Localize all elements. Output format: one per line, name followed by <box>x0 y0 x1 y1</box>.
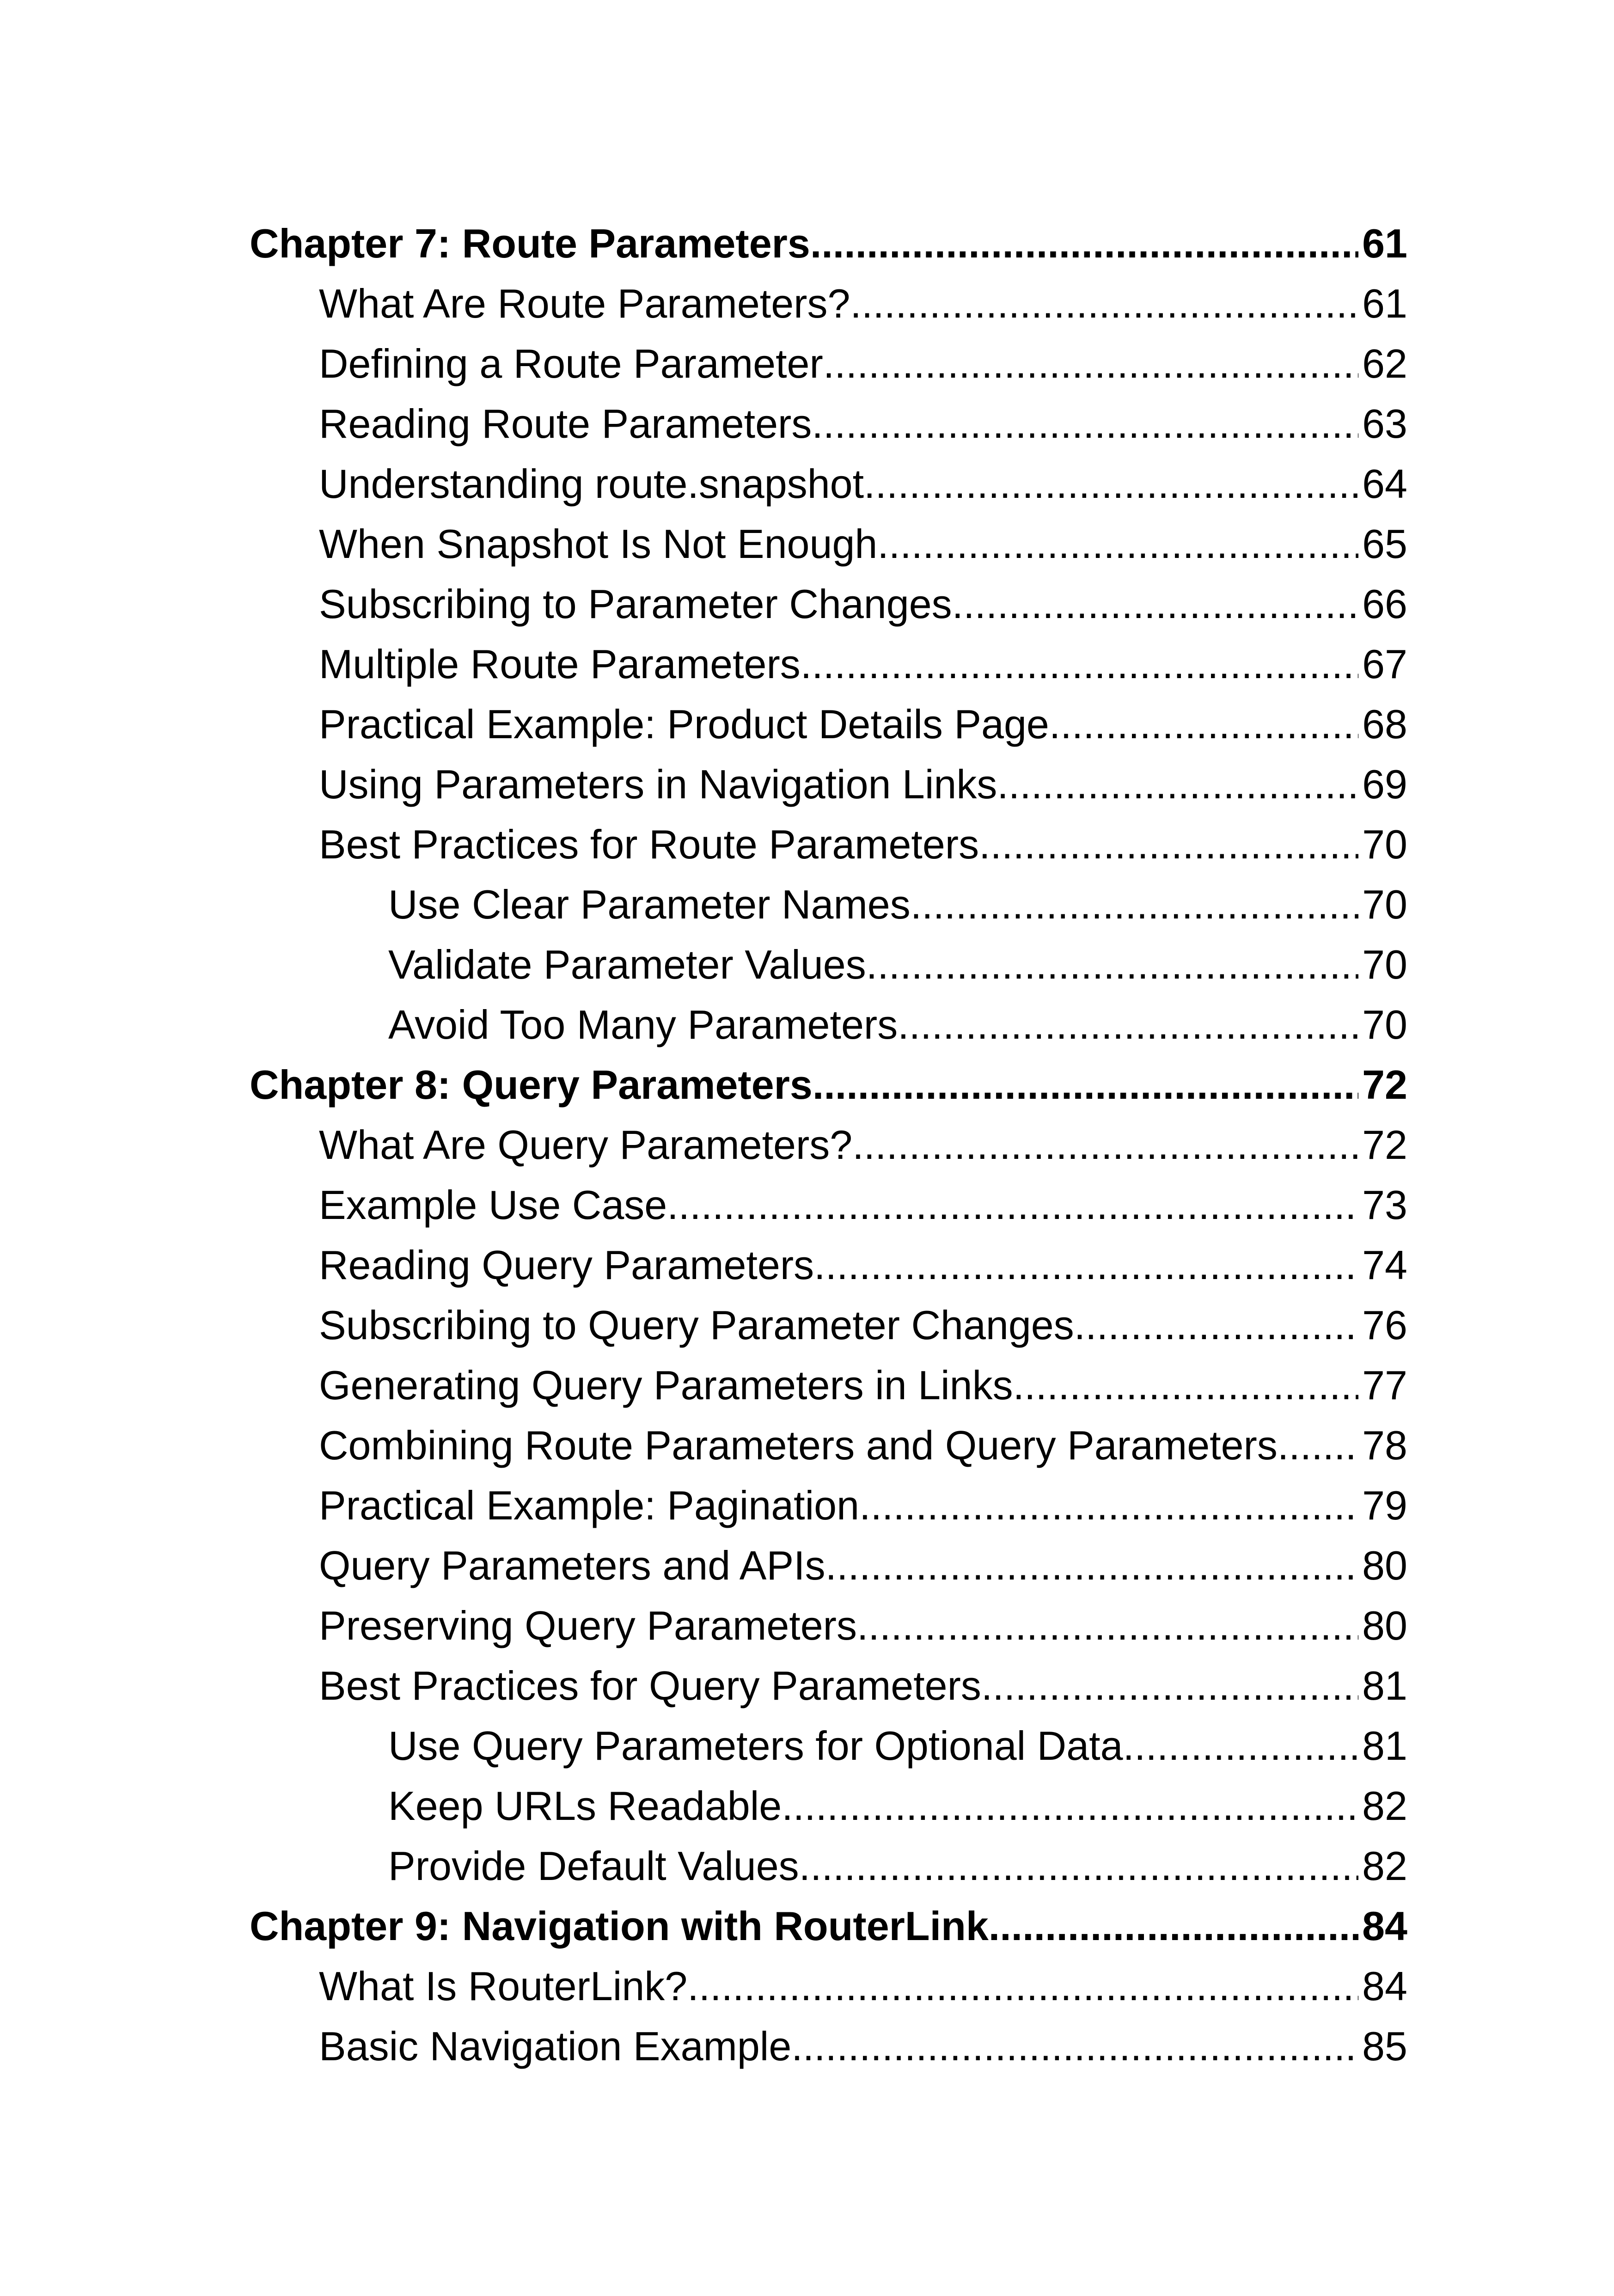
toc-entry-page: 70 <box>1362 1002 1407 1047</box>
toc-entry-title: Avoid Too Many Parameters <box>388 1002 898 1047</box>
dot-leader <box>1013 1355 1359 1415</box>
toc-entry-title: Subscribing to Parameter Changes <box>319 581 952 627</box>
toc-entry-title: Using Parameters in Navigation Links <box>319 761 997 807</box>
toc-entry-page: 64 <box>1362 461 1407 507</box>
dot-leader <box>981 1656 1358 1716</box>
toc-entry-subsection[interactable] <box>250 1716 1407 1776</box>
dot-leader <box>791 2016 1358 2076</box>
toc-entry-section[interactable] <box>250 1536 1407 1596</box>
dot-leader <box>1123 1716 1359 1776</box>
toc-entry-page: 70 <box>1362 882 1407 927</box>
toc-entry-section[interactable] <box>250 1355 1407 1415</box>
toc-entry-title: Reading Route Parameters <box>319 401 812 447</box>
dot-leader <box>801 634 1358 694</box>
dot-leader <box>814 1235 1358 1295</box>
toc-entry-page: 85 <box>1362 2023 1407 2069</box>
toc-entry-section[interactable] <box>250 1476 1407 1536</box>
dot-leader <box>1074 1295 1358 1355</box>
toc-entry-subsection[interactable] <box>250 995 1407 1055</box>
toc-entry-section[interactable] <box>250 1596 1407 1656</box>
toc-entry-page: 84 <box>1362 1963 1407 2009</box>
toc-entry-section[interactable] <box>250 2016 1407 2076</box>
toc-entry-section[interactable] <box>250 454 1407 514</box>
dot-leader <box>1049 694 1358 754</box>
table-of-contents <box>250 214 1407 2076</box>
toc-entry-section[interactable] <box>250 514 1407 574</box>
dot-leader <box>823 334 1358 394</box>
toc-entry-page: 61 <box>1362 220 1407 266</box>
toc-entry-title: Chapter 7: Route Parameters <box>250 220 810 266</box>
toc-entry-title: Practical Example: Pagination <box>319 1482 860 1528</box>
toc-entry-title: Practical Example: Product Details Page <box>319 701 1049 747</box>
dot-leader <box>989 1896 1358 1956</box>
toc-entry-page: 76 <box>1362 1302 1407 1348</box>
toc-entry-section[interactable] <box>250 814 1407 875</box>
toc-entry-title: Validate Parameter Values <box>388 942 866 987</box>
toc-entry-section[interactable] <box>250 334 1407 394</box>
toc-entry-title: Keep URLs Readable <box>388 1783 782 1829</box>
toc-entry-title: Best Practices for Route Parameters <box>319 821 979 867</box>
toc-entry-page: 62 <box>1362 341 1407 386</box>
toc-entry-page: 63 <box>1362 401 1407 447</box>
toc-entry-section[interactable] <box>250 754 1407 814</box>
toc-entry-chapter[interactable] <box>250 1896 1407 1956</box>
toc-entry-section[interactable] <box>250 694 1407 754</box>
dot-leader <box>859 1476 1358 1536</box>
toc-entry-page: 74 <box>1362 1242 1407 1288</box>
dot-leader <box>952 574 1358 634</box>
toc-entry-title: Reading Query Parameters <box>319 1242 814 1288</box>
toc-entry-subsection[interactable] <box>250 935 1407 995</box>
toc-entry-page: 80 <box>1362 1543 1407 1588</box>
dot-leader <box>911 875 1358 935</box>
toc-entry-page: 70 <box>1362 942 1407 987</box>
toc-entry-section[interactable] <box>250 1295 1407 1355</box>
toc-entry-title: Basic Navigation Example <box>319 2023 792 2069</box>
dot-leader <box>667 1175 1358 1235</box>
toc-entry-section[interactable] <box>250 274 1407 334</box>
toc-entry-page: 80 <box>1362 1603 1407 1648</box>
toc-entry-page: 65 <box>1362 521 1407 567</box>
toc-entry-title: Chapter 9: Navigation with RouterLink <box>250 1903 989 1949</box>
dot-leader <box>864 454 1358 514</box>
toc-entry-section[interactable] <box>250 1956 1407 2016</box>
toc-entry-title: Defining a Route Parameter <box>319 341 823 386</box>
dot-leader <box>799 1836 1358 1896</box>
toc-entry-section[interactable] <box>250 1656 1407 1716</box>
toc-entry-page: 82 <box>1362 1843 1407 1889</box>
toc-entry-subsection[interactable] <box>250 1836 1407 1896</box>
toc-entry-page: 61 <box>1362 281 1407 326</box>
toc-entry-section[interactable] <box>250 1175 1407 1235</box>
dot-leader <box>810 214 1358 274</box>
toc-entry-page: 81 <box>1362 1723 1407 1769</box>
dot-leader <box>687 1956 1358 2016</box>
toc-entry-page: 67 <box>1362 641 1407 687</box>
dot-leader <box>1278 1415 1358 1476</box>
toc-entry-section[interactable] <box>250 394 1407 454</box>
toc-entry-section[interactable] <box>250 634 1407 694</box>
toc-entry-page: 81 <box>1362 1663 1407 1708</box>
toc-entry-page: 72 <box>1362 1062 1407 1108</box>
dot-leader <box>898 995 1358 1055</box>
toc-entry-subsection[interactable] <box>250 1776 1407 1836</box>
toc-entry-chapter[interactable] <box>250 1055 1407 1115</box>
toc-entry-section[interactable] <box>250 1415 1407 1476</box>
toc-entry-section[interactable] <box>250 1235 1407 1295</box>
toc-entry-page: 72 <box>1362 1122 1407 1168</box>
toc-entry-page: 66 <box>1362 581 1407 627</box>
toc-entry-title: Best Practices for Query Parameters <box>319 1663 981 1708</box>
dot-leader <box>813 1055 1358 1115</box>
toc-entry-title: What Are Query Parameters? <box>319 1122 853 1168</box>
toc-entry-section[interactable] <box>250 1115 1407 1175</box>
toc-entry-title: When Snapshot Is Not Enough <box>319 521 878 567</box>
dot-leader <box>825 1536 1358 1596</box>
toc-entry-chapter[interactable] <box>250 214 1407 274</box>
toc-entry-page: 79 <box>1362 1482 1407 1528</box>
toc-entry-page: 78 <box>1362 1422 1407 1468</box>
dot-leader <box>857 1596 1358 1656</box>
toc-entry-page: 82 <box>1362 1783 1407 1829</box>
toc-entry-title: Combining Route Parameters and Query Parameters <box>319 1422 1278 1468</box>
toc-entry-title: What Are Route Parameters? <box>319 281 850 326</box>
toc-entry-title: Understanding route.snapshot <box>319 461 864 507</box>
dot-leader <box>866 935 1358 995</box>
toc-entry-page: 77 <box>1362 1362 1407 1408</box>
toc-entry-title: Preserving Query Parameters <box>319 1603 857 1648</box>
dot-leader <box>997 754 1358 814</box>
toc-entry-page: 73 <box>1362 1182 1407 1228</box>
toc-entry-title: Multiple Route Parameters <box>319 641 801 687</box>
toc-entry-title: Query Parameters and APIs <box>319 1543 825 1588</box>
toc-entry-title: Use Clear Parameter Names <box>388 882 911 927</box>
toc-entry-title: What Is RouterLink? <box>319 1963 688 2009</box>
dot-leader <box>877 514 1358 574</box>
dot-leader <box>850 274 1358 334</box>
dot-leader <box>782 1776 1358 1836</box>
toc-entry-page: 84 <box>1362 1903 1407 1949</box>
toc-entry-title: Chapter 8: Query Parameters <box>250 1062 813 1108</box>
toc-entry-page: 70 <box>1362 821 1407 867</box>
dot-leader <box>852 1115 1358 1175</box>
dot-leader <box>812 394 1358 454</box>
toc-entry-title: Provide Default Values <box>388 1843 799 1889</box>
toc-entry-title: Example Use Case <box>319 1182 667 1228</box>
toc-entry-subsection[interactable] <box>250 875 1407 935</box>
toc-entry-title: Use Query Parameters for Optional Data <box>388 1723 1123 1769</box>
toc-entry-page: 69 <box>1362 761 1407 807</box>
toc-entry-page: 68 <box>1362 701 1407 747</box>
toc-entry-title: Subscribing to Query Parameter Changes <box>319 1302 1074 1348</box>
toc-entry-section[interactable] <box>250 574 1407 634</box>
toc-entry-title: Generating Query Parameters in Links <box>319 1362 1013 1408</box>
dot-leader <box>979 814 1358 875</box>
